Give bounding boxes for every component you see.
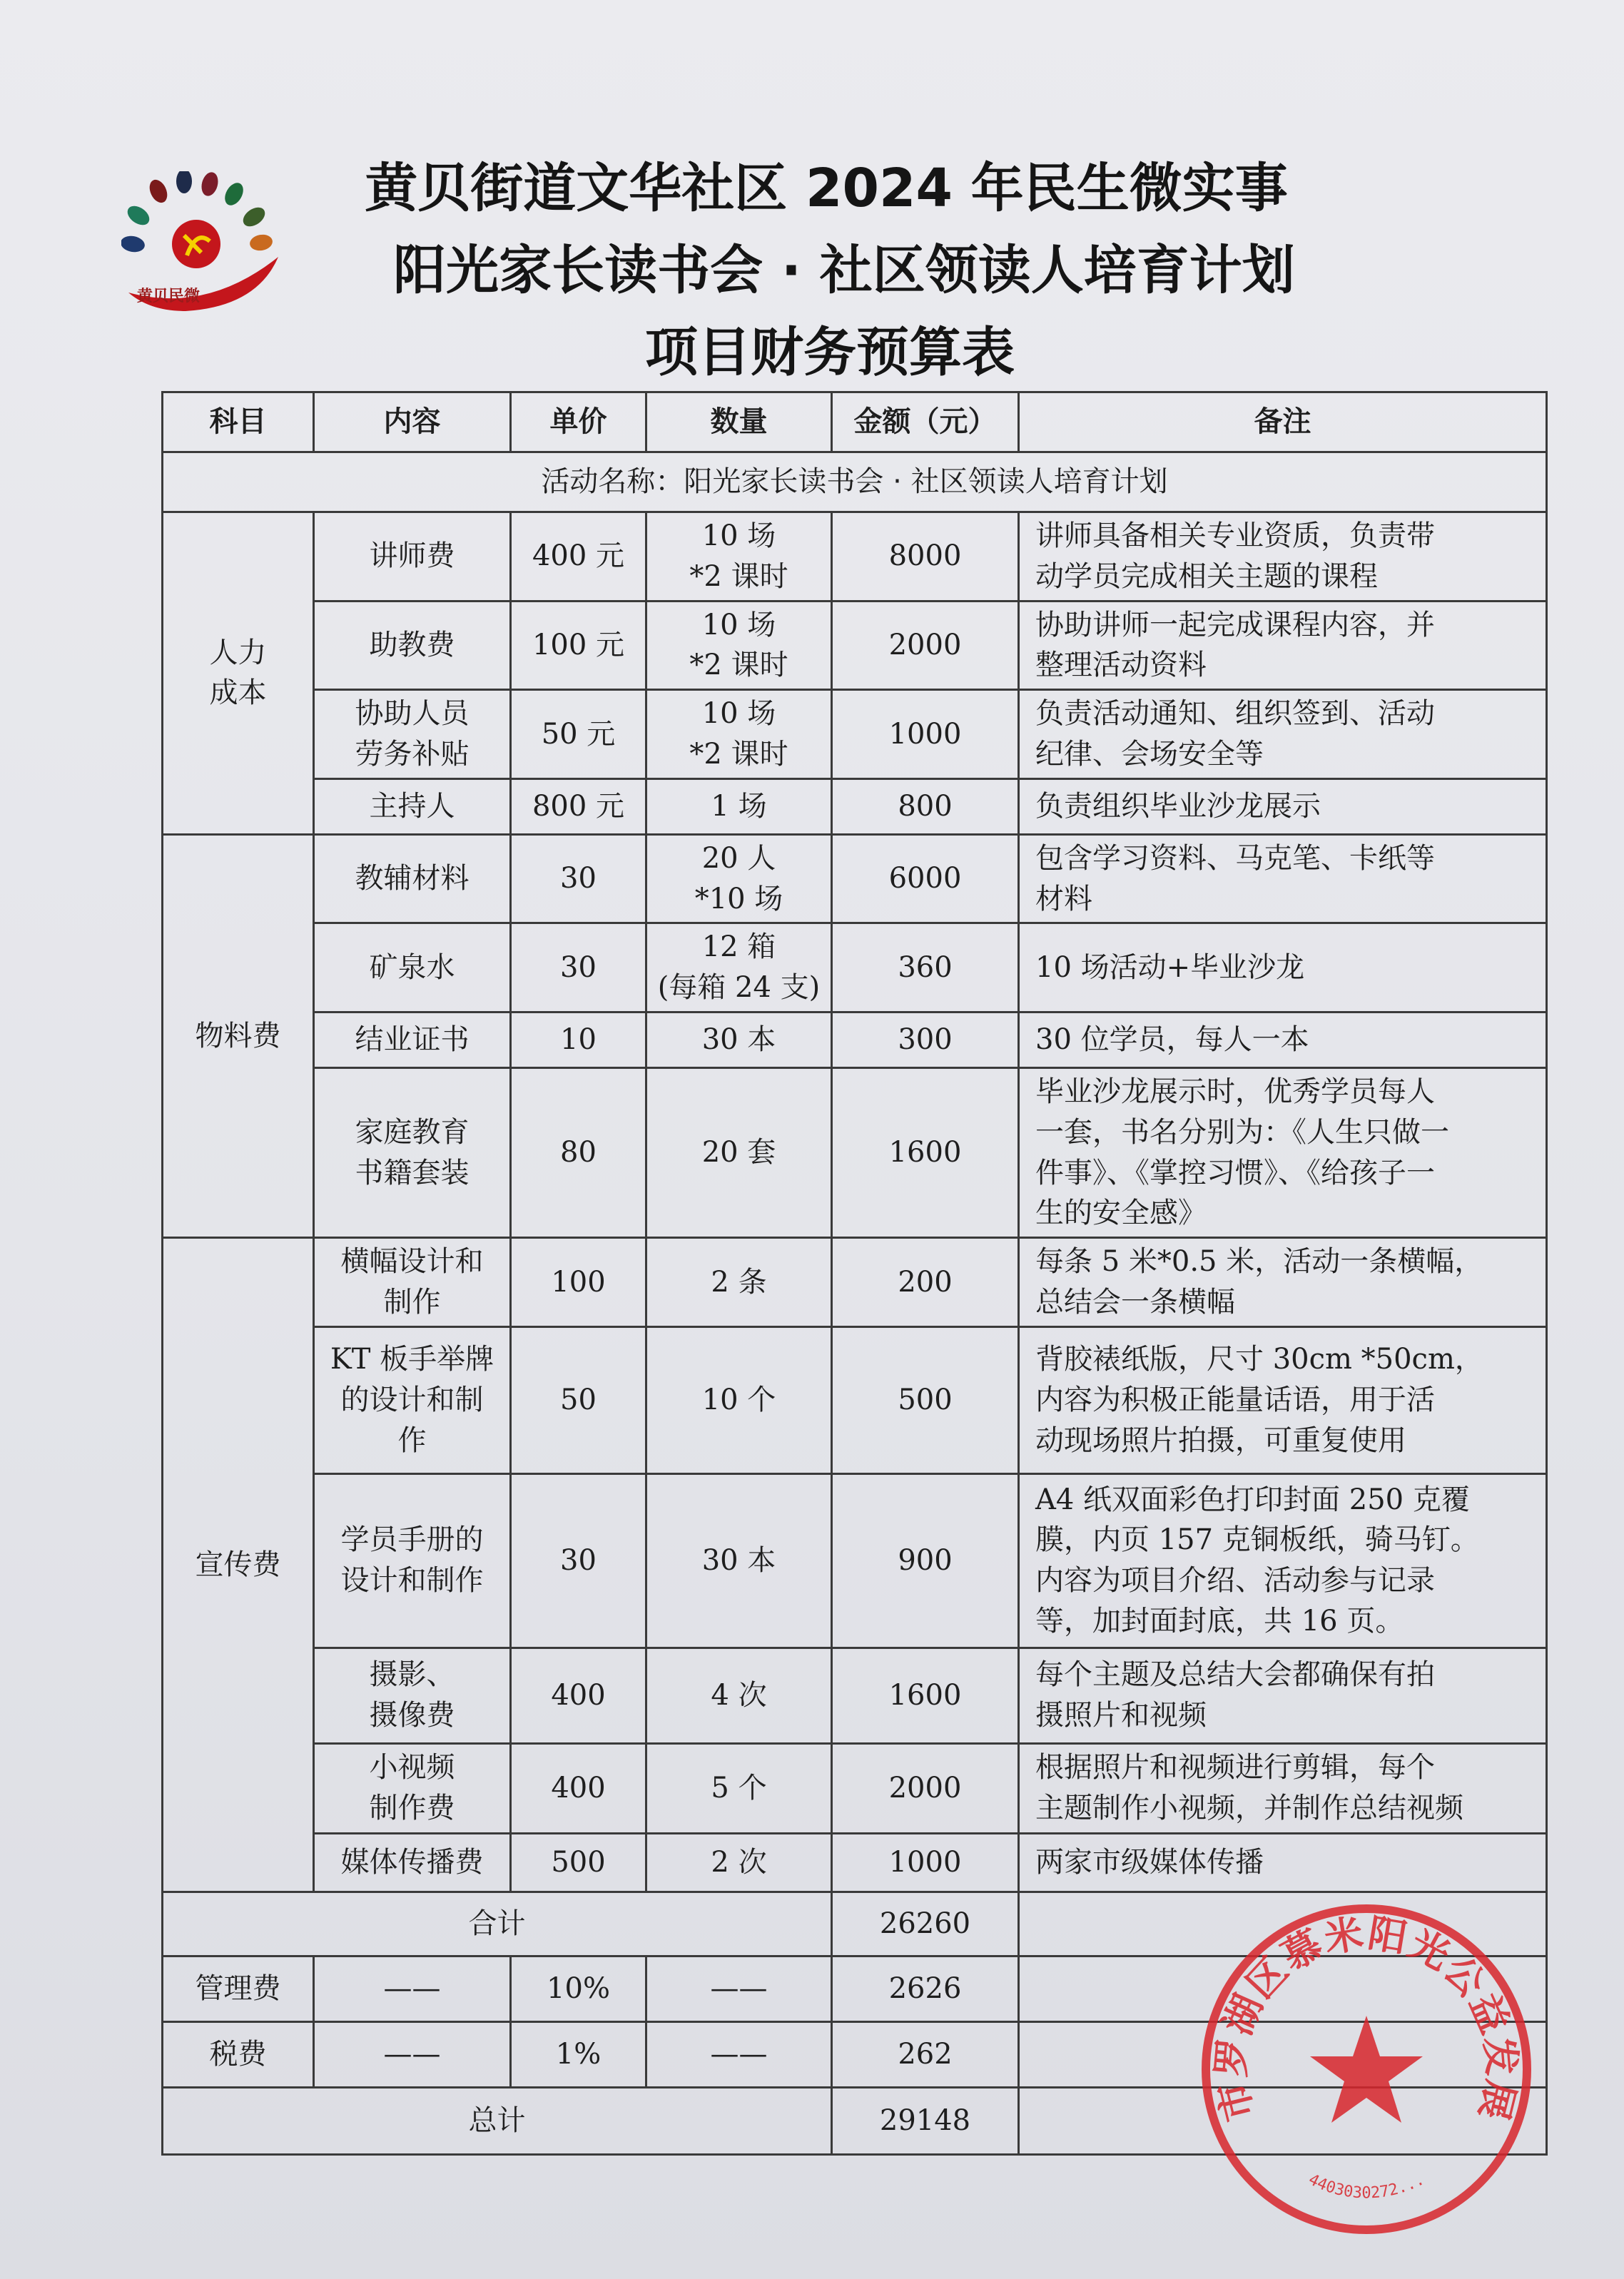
- unit-price-cell: 100 元: [511, 601, 646, 690]
- note-cell: 两家市级媒体传播: [1019, 1833, 1547, 1892]
- tax-quantity: ——: [646, 2021, 832, 2087]
- note-cell: A4 纸双面彩色打印封面 250 克覆 膜，内页 157 克铜板纸，骑马钉。 内容为项目介绍、活动参与记录 等，加封面封底，共 16 页。: [1019, 1473, 1547, 1648]
- col-header-quantity: 数量: [646, 392, 832, 452]
- quantity-cell: 30 本: [646, 1012, 832, 1067]
- svg-text:4403030272...: [1306, 2171, 1428, 2202]
- unit-price-cell: 400 元: [511, 512, 646, 602]
- tax-content: ——: [314, 2021, 511, 2087]
- tax-amount: 262: [832, 2021, 1019, 2087]
- management-fee-content: ——: [314, 1956, 511, 2021]
- content-cell: 协助人员 劳务补贴: [314, 690, 511, 779]
- note-cell: 毕业沙龙展示时，优秀学员每人 一套，书名分别为：《人生只做一 件事》、《掌控习惯》、《给孩子一 生的安全感》: [1019, 1067, 1547, 1237]
- unit-price-cell: 400: [511, 1743, 646, 1833]
- unit-price-cell: 50: [511, 1326, 646, 1473]
- unit-price-cell: 10: [511, 1012, 646, 1067]
- title-line-2: 阳光家长读书会 · 社区领读人培育计划: [393, 240, 1295, 301]
- quantity-cell: 20 套: [646, 1067, 832, 1237]
- table-row: [163, 1067, 1547, 1237]
- quantity-cell: 5 个: [646, 1743, 832, 1833]
- quantity-cell: 12 箱 (每箱 24 支): [646, 923, 832, 1012]
- note-cell: 讲师具备相关专业资质，负责带 动学员完成相关主题的课程: [1019, 512, 1547, 602]
- header-row: [163, 392, 1547, 452]
- table-row: [163, 1648, 1547, 1743]
- category-cell: 人力 成本: [163, 512, 314, 835]
- amount-cell: 360: [832, 923, 1019, 1012]
- content-cell: 横幅设计和 制作: [314, 1238, 511, 1327]
- quantity-cell: 2 次: [646, 1833, 832, 1892]
- amount-cell: 800: [832, 778, 1019, 834]
- content-cell: 助教费: [314, 601, 511, 690]
- content-cell: 媒体传播费: [314, 1833, 511, 1892]
- unit-price-cell: 30: [511, 1473, 646, 1648]
- activity-name: 活动名称：阳光家长读书会 · 社区领读人培育计划: [163, 452, 1547, 512]
- quantity-cell: 10 场 *2 课时: [646, 512, 832, 602]
- management-fee-quantity: ——: [646, 1956, 832, 2021]
- official-seal: [1181, 1884, 1552, 2255]
- content-cell: 教辅材料: [314, 834, 511, 923]
- amount-cell: 1000: [832, 1833, 1019, 1892]
- subtotal-amount: 26260: [832, 1892, 1019, 1956]
- amount-cell: 900: [832, 1473, 1019, 1648]
- table-row: [163, 923, 1547, 1012]
- note-cell: 每条 5 米*0.5 米，活动一条横幅， 总结会一条横幅: [1019, 1238, 1547, 1327]
- category-cell: 物料费: [163, 834, 314, 1237]
- amount-cell: 1600: [832, 1648, 1019, 1743]
- quantity-cell: 1 场: [646, 778, 832, 834]
- col-header-content: 内容: [314, 392, 511, 452]
- note-cell: 根据照片和视频进行剪辑，每个 主题制作小视频，并制作总结视频: [1019, 1743, 1547, 1833]
- quantity-cell: 20 人 *10 场: [646, 834, 832, 923]
- table-row: [163, 690, 1547, 779]
- seal-text: 市罗湖区慕米阳光公益发展: [1207, 1909, 1526, 2126]
- content-cell: 小视频 制作费: [314, 1743, 511, 1833]
- seal-code: 4403030272...: [1305, 2171, 1428, 2203]
- content-cell: 学员手册的 设计和制作: [314, 1473, 511, 1648]
- management-fee-amount: 2626: [832, 1956, 1019, 2021]
- amount-cell: 6000: [832, 834, 1019, 923]
- quantity-cell: 2 条: [646, 1238, 832, 1327]
- unit-price-cell: 800 元: [511, 778, 646, 834]
- title-line-1: 黄贝街道文华社区 2024 年民生微实事: [365, 158, 1288, 219]
- total-label: 总计: [163, 2087, 832, 2154]
- table-row: [163, 1833, 1547, 1892]
- col-header-note: 备注: [1019, 392, 1547, 452]
- category-cell: 宣传费: [163, 1238, 314, 1892]
- management-fee-rate: 10%: [511, 1956, 646, 2021]
- title-line-3: 项目财务预算表: [645, 322, 1015, 383]
- unit-price-cell: 50 元: [511, 690, 646, 779]
- subtotal-label: 合计: [163, 1892, 832, 1956]
- note-cell: 每个主题及总结大会都确保有拍 摄照片和视频: [1019, 1648, 1547, 1743]
- content-cell: 矿泉水: [314, 923, 511, 1012]
- content-cell: 结业证书: [314, 1012, 511, 1067]
- amount-cell: 300: [832, 1012, 1019, 1067]
- amount-cell: 500: [832, 1326, 1019, 1473]
- note-cell: 负责活动通知、组织签到、活动 纪律、会场安全等: [1019, 690, 1547, 779]
- content-cell: 主持人: [314, 778, 511, 834]
- table-row: [163, 601, 1547, 690]
- amount-cell: 2000: [832, 1743, 1019, 1833]
- quantity-cell: 10 场 *2 课时: [646, 690, 832, 779]
- unit-price-cell: 400: [511, 1648, 646, 1743]
- amount-cell: 8000: [832, 512, 1019, 602]
- management-fee-label: 管理费: [163, 1956, 314, 2021]
- unit-price-cell: 500: [511, 1833, 646, 1892]
- unit-price-cell: 100: [511, 1238, 646, 1327]
- table-row: [163, 512, 1547, 602]
- content-cell: 讲师费: [314, 512, 511, 602]
- content-cell: KT 板手举牌 的设计和制 作: [314, 1326, 511, 1473]
- unit-price-cell: 30: [511, 834, 646, 923]
- quantity-cell: 10 个: [646, 1326, 832, 1473]
- tax-label: 税费: [163, 2021, 314, 2087]
- tax-rate: 1%: [511, 2021, 646, 2087]
- amount-cell: 1600: [832, 1067, 1019, 1237]
- note-cell: 协助讲师一起完成课程内容，并 整理活动资料: [1019, 601, 1547, 690]
- col-header-amount: 金额（元）: [832, 392, 1019, 452]
- amount-cell: 200: [832, 1238, 1019, 1327]
- amount-cell: 2000: [832, 601, 1019, 690]
- note-cell: 30 位学员，每人一本: [1019, 1012, 1547, 1067]
- table-row: [163, 1743, 1547, 1833]
- note-cell: 负责组织毕业沙龙展示: [1019, 778, 1547, 834]
- table-row: [163, 1012, 1547, 1067]
- content-cell: 摄影、 摄像费: [314, 1648, 511, 1743]
- table-row: [163, 834, 1547, 923]
- table-row: [163, 1473, 1547, 1648]
- col-header-unit-price: 单价: [511, 392, 646, 452]
- note-cell: 10 场活动+毕业沙龙: [1019, 923, 1547, 1012]
- table-row: [163, 1326, 1547, 1473]
- activity-name-row: [163, 452, 1547, 512]
- total-amount: 29148: [832, 2087, 1019, 2154]
- col-header-subject: 科目: [163, 392, 314, 452]
- table-row: [163, 1238, 1547, 1327]
- note-cell: 背胶裱纸版，尺寸 30cm *50cm， 内容为积极正能量话语，用于活 动现场照片拍摄，可重复使用: [1019, 1326, 1547, 1473]
- note-cell: 包含学习资料、马克笔、卡纸等 材料: [1019, 834, 1547, 923]
- quantity-cell: 10 场 *2 课时: [646, 601, 832, 690]
- content-cell: 家庭教育 书籍套装: [314, 1067, 511, 1237]
- quantity-cell: 30 本: [646, 1473, 832, 1648]
- table-row: [163, 778, 1547, 834]
- amount-cell: 1000: [832, 690, 1019, 779]
- quantity-cell: 4 次: [646, 1648, 832, 1743]
- unit-price-cell: 30: [511, 923, 646, 1012]
- logo-text: 黄贝民微: [136, 288, 200, 305]
- unit-price-cell: 80: [511, 1067, 646, 1237]
